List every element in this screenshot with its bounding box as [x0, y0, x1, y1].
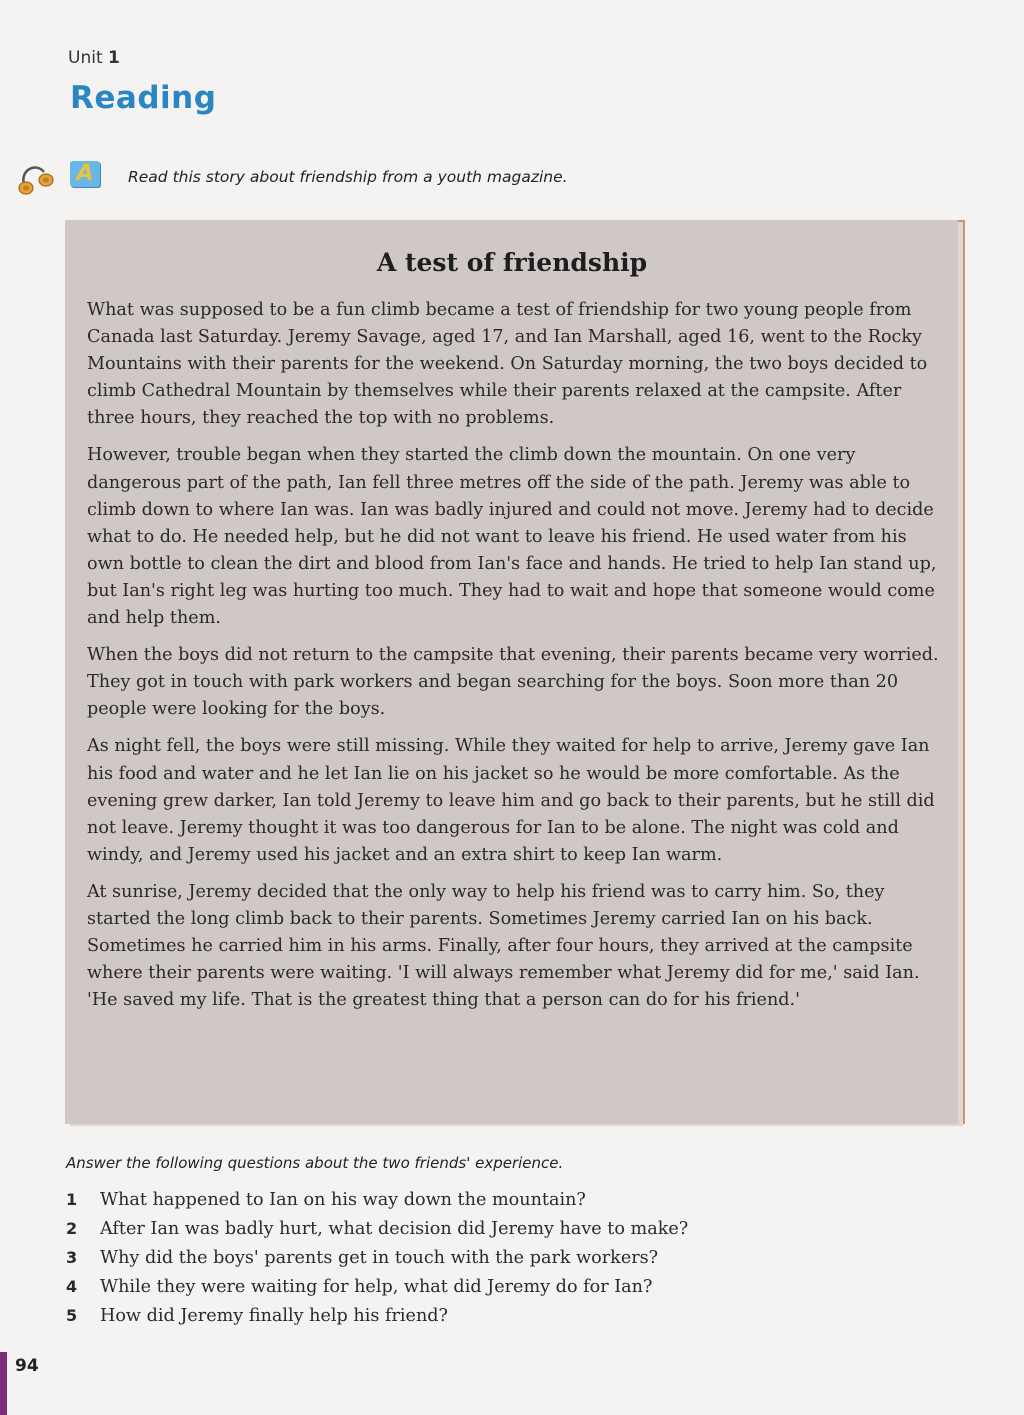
question-number: 2 — [66, 1219, 78, 1238]
story-paragraph: However, trouble began when they started the climb down the mountain. On one very dangerous part of the path, Ian fell three metres off the side of the path. Jeremy was able to climb down to where Ian was. Ian was badly injured and could not move. Jeremy had to decide what to do. He needed help, but he did not want to leave his friend. He used water from his own bottle to clean the dirt and blood from Ian's face and hands. He tried to help Ian stand up, but Ian's right leg was hurting too much. They had to wait and hope that someone would come and help them. — [87, 445, 937, 629]
question-text: While they were waiting for help, what did Jeremy do for Ian? — [100, 1277, 653, 1297]
question-number: 5 — [66, 1306, 78, 1325]
questions-instruction: Answer the following questions about the two friends' experience. — [66, 1154, 564, 1172]
question-number: 1 — [66, 1190, 78, 1209]
question-text: How did Jeremy finally help his friend? — [100, 1306, 448, 1326]
question-number: 4 — [66, 1277, 78, 1296]
section-title: Reading — [70, 80, 217, 116]
question-text: What happened to Ian on his way down the mountain? — [100, 1190, 586, 1210]
activity-badge: A — [70, 161, 100, 187]
question-item — [66, 1277, 946, 1306]
questions-list — [66, 1190, 946, 1335]
unit-word: Unit — [68, 48, 103, 68]
page-edge-tab — [0, 1352, 7, 1415]
question-number: 3 — [66, 1248, 78, 1267]
question-text: After Ian was badly hurt, what decision did Jeremy have to make? — [100, 1219, 689, 1239]
activity-instruction: Read this story about friendship from a youth magazine. — [128, 168, 568, 186]
question-item — [66, 1219, 946, 1248]
story-paragraph: What was supposed to be a fun climb became a test of friendship for two young people from Canada last Saturday. Jeremy Savage, aged 17, and Ian Marshall, aged 16, went to the Rocky Mountains with their parents for the weekend. On Saturday morning, the two boys decided to climb Cathedral Mountain by themselves while their parents relaxed at the campsite. After three hours, they reached the top with no problems. — [87, 300, 928, 429]
question-item — [66, 1248, 946, 1277]
unit-number: 1 — [108, 48, 120, 68]
story-paragraph: At sunrise, Jeremy decided that the only way to help his friend was to carry him. So, they started the long climb back to their parents. Sometimes Jeremy carried Ian on his back. Sometimes he carried him in his arms. Finally, after four hours, they arrived at the campsite where their parents were waiting. 'I will always remember what Jeremy did for me,' said Ian. 'He saved my life. That is the greatest thing that a person can do for his friend.' — [87, 881, 920, 1011]
unit-label — [68, 48, 120, 68]
story-paragraph: As night fell, the boys were still missing. While they waited for help to arrive, Jeremy gave Ian his food and water and he let Ian lie on his jacket so he would be more comfortable. As the evening grew darker, Ian told Jeremy to leave him and go back to their parents, but he still did not leave. Jeremy thought it was too dangerous for Ian to be alone. The night was cold and windy, and Jeremy used his jacket and an extra shirt to keep Ian warm. — [87, 736, 935, 865]
page-number: 94 — [15, 1356, 39, 1376]
question-item — [66, 1306, 946, 1335]
question-text: Why did the boys' parents get in touch with the park workers? — [100, 1248, 659, 1268]
question-item — [66, 1190, 946, 1219]
story-paragraph: When the boys did not return to the campsite that evening, their parents became very worried. They got in touch with park workers and began searching for the boys. Soon more than 20 people were looking for the boys. — [87, 645, 939, 720]
story-title: A test of friendship — [376, 248, 648, 277]
story-body — [87, 297, 949, 1024]
headphones-icon — [14, 158, 60, 198]
